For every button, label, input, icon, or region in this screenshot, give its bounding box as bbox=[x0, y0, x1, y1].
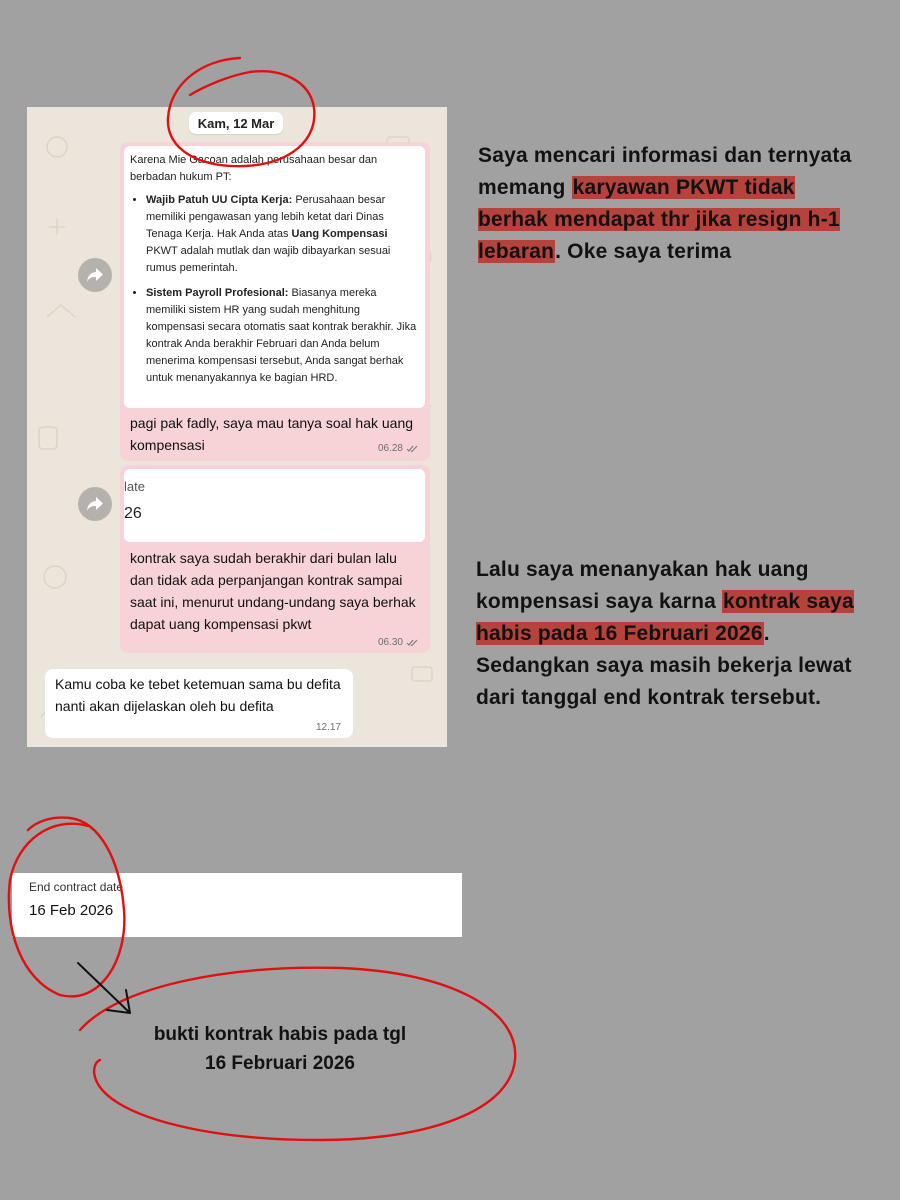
proof-line: 16 Februari 2026 bbox=[205, 1053, 355, 1074]
annotation-note-thr bbox=[478, 140, 858, 268]
time-text: 06.28 bbox=[377, 443, 403, 454]
double-check-icon bbox=[406, 445, 418, 453]
quote-bullet-item bbox=[146, 285, 417, 387]
forward-button[interactable] bbox=[78, 487, 112, 521]
quote-bullet-text: Biasanya mereka memiliki sistem HR yang sudah menghitung kompensasi secara otomatis saat kontrak berakhir. Jika kontrak Anda berakhir Februari dan Anda belum menerima kompensasi tersebut, Anda sangat berhak untuk menanyakannya ke bagian HRD. bbox=[146, 287, 417, 384]
quote-bullet-bold: Uang Kompensasi bbox=[291, 228, 388, 240]
note-text: . Sedangkan saya masih bekerja lewat dari tanggal end kontrak tersebut. bbox=[476, 622, 852, 709]
quote-intro: Karena Mie Gacoan adalah perusahaan besar dan berbadan hukum PT: bbox=[130, 154, 378, 183]
end-contract-value: 16 Feb 2026 bbox=[29, 902, 114, 919]
arrow-mark bbox=[78, 963, 130, 1013]
quoted-message[interactable] bbox=[124, 146, 425, 408]
quoted-message[interactable] bbox=[124, 469, 425, 542]
note-text: Saya mencari informasi dan ternyata memang bbox=[478, 144, 852, 199]
message-time bbox=[378, 443, 418, 454]
incoming-message-bubble[interactable] bbox=[45, 669, 353, 738]
forward-icon bbox=[86, 496, 104, 512]
quote-line: 26 bbox=[124, 505, 142, 522]
quote-bullet-title: Sistem Payroll Profesional: bbox=[146, 287, 289, 299]
message-time bbox=[316, 722, 341, 733]
message-text: kontrak saya sudah berakhir dari bulan lalu dan tidak ada perpanjangan kontrak sampai saat ini, menurut undang-undang saya berhak dapat uang kompensasi pkwt bbox=[130, 550, 416, 632]
quote-bullet-text: Perusahaan besar memiliki pengawasan yang lebih ketat dari Dinas Tenaga Kerja. Hak Anda atas bbox=[146, 194, 386, 240]
note-highlight: karyawan PKWT tidak berhak mendapat thr jika resign h-1 lebaran bbox=[478, 176, 840, 263]
contract-date-panel bbox=[12, 873, 462, 937]
quote-bullet-text: PKWT adalah mutlak dan wajib dibayarkan sesuai rumus pemerintah. bbox=[146, 245, 391, 274]
time-text: 12.17 bbox=[315, 722, 341, 733]
chat-screenshot bbox=[27, 107, 447, 747]
time-text: 06.30 bbox=[377, 637, 403, 648]
note-highlight: kontrak saya habis pada 16 Februari 2026 bbox=[476, 590, 854, 645]
date-chip: Kam, 12 Mar bbox=[189, 112, 283, 134]
end-contract-label: End contract date bbox=[29, 880, 124, 894]
double-check-icon bbox=[406, 639, 418, 647]
note-text: . Oke saya terima bbox=[555, 240, 732, 263]
quote-line: late bbox=[124, 479, 145, 494]
proof-caption bbox=[110, 1020, 450, 1078]
forward-icon bbox=[86, 267, 104, 283]
outgoing-message-bubble[interactable] bbox=[120, 465, 430, 653]
message-text: pagi pak fadly, saya mau tanya soal hak uang kompensasi bbox=[130, 415, 414, 453]
message-text: Kamu coba ke tebet ketemuan sama bu defita nanti akan dijelaskan oleh bu defita bbox=[55, 676, 341, 714]
quote-bullet-title: Wajib Patuh UU Cipta Kerja: bbox=[146, 194, 293, 206]
outgoing-message-bubble[interactable] bbox=[120, 142, 430, 461]
forward-button[interactable] bbox=[78, 258, 112, 292]
message-time bbox=[378, 637, 418, 648]
proof-line: bukti kontrak habis pada tgl bbox=[153, 1024, 407, 1045]
note-text: Lalu saya menanyakan hak uang kompensasi saya karna bbox=[476, 558, 809, 613]
quote-bullet-item bbox=[146, 192, 417, 277]
annotation-note-compensation bbox=[476, 554, 866, 714]
